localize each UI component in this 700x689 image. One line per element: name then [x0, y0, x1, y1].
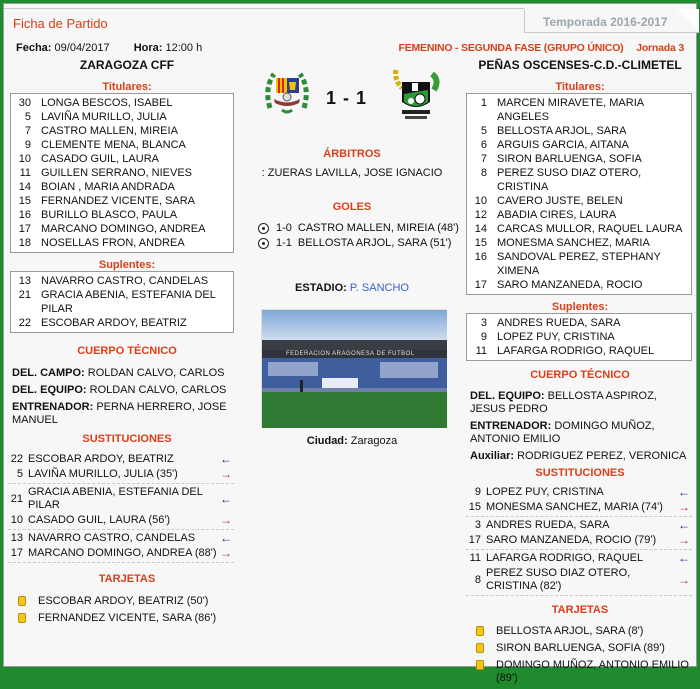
away-substitutions-list — [466, 485, 692, 596]
match-sheet — [3, 3, 697, 684]
staff-role: Auxiliar: — [470, 450, 515, 462]
home-substitutions-list — [8, 452, 234, 563]
goal-score: 1-1 — [276, 237, 292, 249]
referees-heading: ÁRBITROS — [323, 148, 381, 160]
player-number: 7 — [24, 125, 31, 137]
card-row — [476, 659, 690, 685]
home-subs-list — [10, 271, 234, 333]
staff-role: ENTRENADOR: — [12, 401, 94, 413]
staff-member — [12, 384, 242, 397]
player-number: 9 — [474, 486, 481, 498]
staff-role: DEL. CAMPO: — [12, 367, 85, 379]
player-number: 16 — [18, 209, 31, 221]
card-player: ESCOBAR ARDOY, BEATRIZ (50') — [38, 595, 209, 607]
page-fold-icon — [677, 9, 699, 31]
player-row[interactable] — [467, 222, 691, 236]
yellow-card-icon — [476, 626, 484, 636]
player-row[interactable] — [11, 274, 233, 288]
player-name: CASTRO MALLEN, MIREIA — [41, 125, 178, 137]
away-starters-heading: Titulares: — [555, 81, 605, 93]
substitution-row — [8, 452, 234, 467]
home-starters-list — [10, 93, 234, 253]
arrow-right-icon: → — [678, 572, 690, 587]
player-number: 15 — [474, 237, 487, 249]
home-staff-heading: CUERPO TÉCNICO — [77, 345, 177, 357]
player-name: SIRON BARLUENGA, SOFIA — [497, 153, 642, 165]
player-number: 11 — [19, 167, 31, 179]
player-name: CAVERO JUSTE, BELEN — [497, 195, 623, 207]
away-cards-list — [476, 625, 690, 685]
player-number: 11 — [475, 345, 487, 357]
player-name: GUILLEN SERRANO, NIEVES — [41, 167, 192, 179]
player-row[interactable] — [467, 316, 691, 330]
player-number: 8 — [474, 573, 481, 586]
home-substitutions-heading: SUSTITUCIONES — [82, 433, 172, 445]
player-name: BELLOSTA ARJOL, SARA — [497, 125, 627, 137]
match-score: 1 - 1 — [326, 88, 368, 108]
player-name: PEREZ SUSO DIAZ OTERO, CRISTINA — [497, 167, 642, 193]
referee-name: : ZUERAS LAVILLA, JOSE IGNACIO — [261, 167, 443, 179]
away-subs-list — [466, 313, 692, 361]
home-team-crest — [262, 68, 312, 118]
substitution-row — [466, 518, 692, 533]
player-name: ANDRES RUEDA, SARA — [486, 519, 610, 531]
player-row[interactable] — [467, 278, 691, 292]
player-number: 13 — [18, 275, 31, 287]
player-name: ABADIA CIRES, LAURA — [497, 209, 617, 221]
yellow-card-icon — [18, 596, 26, 606]
player-number: 3 — [480, 317, 487, 329]
player-name: BOIAN , MARIA ANDRADA — [41, 181, 175, 193]
player-number: 10 — [10, 514, 23, 526]
photo-banner-text: FEDERACION ARAGONESA DE FUTBOL — [286, 351, 415, 357]
player-number: 9 — [480, 331, 487, 343]
staff-name: RODRIGUEZ PEREZ, VERONICA — [517, 450, 687, 462]
player-name: NAVARRO CASTRO, CANDELAS — [41, 275, 209, 287]
player-name: CARCAS MULLOR, RAQUEL LAURA — [497, 223, 683, 235]
player-number: 17 — [10, 547, 23, 559]
away-team-crest — [392, 66, 440, 126]
arrow-left-icon: ← — [220, 531, 232, 545]
player-name: MARCANO DOMINGO, ANDREA (88') — [28, 547, 217, 559]
player-name: CASADO GUIL, LAURA — [41, 153, 159, 165]
player-number: 17 — [468, 534, 481, 546]
staff-member — [12, 367, 242, 380]
city-info — [254, 435, 450, 447]
stadium-link[interactable]: P. SANCHO — [349, 282, 409, 294]
player-number: 3 — [474, 519, 481, 531]
player-row[interactable] — [11, 124, 233, 138]
player-number: 22 — [18, 317, 31, 329]
player-name: MONESMA SANCHEZ, MARIA — [497, 237, 650, 249]
player-name: LAVIÑA MURILLO, JULIA (35') — [28, 468, 178, 480]
player-number: 14 — [18, 181, 31, 193]
home-column — [8, 58, 246, 629]
arrow-right-icon: → — [220, 467, 232, 481]
goals-list — [258, 221, 462, 251]
staff-member — [470, 420, 692, 446]
player-name: GRACIA ABENIA, ESTEFANIA DEL PILAR — [28, 486, 203, 511]
substitution-row — [8, 546, 234, 563]
city-name: Zaragoza — [350, 435, 398, 447]
player-row[interactable] — [11, 110, 233, 124]
player-row[interactable] — [467, 96, 691, 124]
player-number: 7 — [480, 153, 487, 165]
staff-role: ENTRENADOR: — [470, 420, 552, 432]
goal-scorer: CASTRO MALLEN, MIREIA (48') — [297, 222, 459, 234]
away-staff-heading: CUERPO TÉCNICO — [530, 369, 630, 381]
substitution-row — [8, 531, 234, 546]
player-number: 21 — [18, 289, 31, 301]
player-name: FERNANDEZ VICENTE, SARA — [41, 195, 196, 207]
player-number: 16 — [474, 251, 487, 263]
player-name: CLEMENTE MENA, BLANCA — [41, 139, 186, 151]
card-row — [476, 642, 690, 655]
arrow-left-icon: ← — [220, 452, 232, 466]
player-name: ANDRES RUEDA, SARA — [497, 317, 621, 329]
goal-row — [258, 236, 462, 251]
player-name: SARO MANZANEDA, ROCIO (79') — [486, 534, 657, 546]
player-number: 13 — [10, 532, 23, 544]
player-row[interactable] — [467, 236, 691, 250]
staff-name: BELLOSTA ASPIROZ, JESUS PEDRO — [470, 390, 657, 415]
player-name: LOPEZ PUY, CRISTINA — [486, 486, 604, 498]
card-row — [476, 625, 690, 638]
player-name: LAFARGA RODRIGO, RAQUEL — [497, 345, 655, 357]
player-name: ARGUIS GARCIA, AITANA — [497, 139, 629, 151]
arrow-left-icon: ← — [220, 491, 232, 506]
player-number: 17 — [474, 279, 487, 291]
competition-name: FEMENINO - SEGUNDA FASE (GRUPO ÚNICO) — [398, 42, 624, 54]
time-label: Hora: — [133, 42, 163, 54]
substitution-row — [8, 485, 234, 513]
player-name: MONESMA SANCHEZ, MARIA (74') — [486, 501, 663, 513]
player-row[interactable] — [467, 208, 691, 222]
away-team-name: PEÑAS OSCENSES-C.D.-CLIMETEL — [478, 58, 682, 72]
soccer-ball-icon — [258, 238, 269, 249]
card-player: BELLOSTA ARJOL, SARA (8') — [496, 625, 644, 637]
substitution-row — [466, 485, 692, 500]
goal-row — [258, 221, 462, 236]
season-label: Temporada 2016-2017 — [543, 15, 668, 29]
player-row[interactable] — [11, 180, 233, 194]
player-row[interactable] — [11, 208, 233, 222]
player-number: 1 — [480, 97, 487, 109]
card-player: DOMINGO MUÑOZ, ANTONIO EMILIO (89') — [496, 659, 689, 684]
player-row[interactable] — [11, 166, 233, 180]
soccer-ball-icon — [258, 223, 269, 234]
arrow-right-icon: → — [220, 513, 232, 527]
card-row — [18, 612, 238, 625]
card-player: SIRON BARLUENGA, SOFIA (89') — [496, 642, 665, 654]
player-name: LAVIÑA MURILLO, JULIA — [41, 111, 167, 123]
player-row[interactable] — [467, 250, 691, 278]
player-number: 22 — [10, 453, 23, 465]
player-name: MARCEN MIRAVETE, MARIA ANGELES — [497, 97, 644, 123]
player-name: ESCOBAR ARDOY, BEATRIZ — [41, 317, 187, 329]
substitution-row — [8, 467, 234, 484]
yellow-card-icon — [18, 613, 26, 623]
yellow-card-icon — [476, 643, 484, 653]
player-row[interactable] — [11, 236, 233, 250]
player-number: 9 — [24, 139, 31, 151]
player-number: 5 — [480, 125, 487, 137]
arrow-right-icon: → — [678, 500, 690, 514]
staff-member — [470, 450, 692, 463]
round-label: Jornada 3 — [636, 42, 684, 54]
match-date: 09/04/2017 — [54, 42, 110, 54]
match-meta — [16, 42, 202, 54]
staff-role: DEL. EQUIPO: — [470, 390, 545, 402]
player-number: 12 — [474, 209, 487, 221]
substitution-row — [8, 513, 234, 530]
arrow-right-icon: → — [220, 546, 232, 560]
away-cards-heading: TARJETAS — [551, 604, 609, 616]
yellow-card-icon — [476, 660, 484, 670]
stadium-photo — [261, 309, 446, 427]
player-number: 10 — [474, 195, 487, 207]
page-title: Ficha de Partido — [13, 16, 108, 31]
date-label: Fecha: — [16, 42, 52, 54]
substitution-row — [466, 566, 692, 596]
player-row[interactable] — [467, 330, 691, 344]
player-number: 21 — [10, 492, 23, 505]
player-row[interactable] — [467, 194, 691, 208]
divider — [4, 8, 524, 9]
player-row[interactable] — [11, 288, 233, 316]
player-number: 5 — [24, 111, 31, 123]
staff-name: ROLDAN CALVO, CARLOS — [89, 384, 227, 396]
card-player: FERNANDEZ VICENTE, SARA (86') — [38, 612, 217, 624]
goal-score: 1-0 — [276, 222, 292, 234]
stadium-info — [254, 282, 450, 294]
player-number: 10 — [18, 153, 31, 165]
player-name: BURILLO BLASCO, PAULA — [41, 209, 178, 221]
home-subs-heading: Suplentes: — [98, 259, 156, 271]
away-staff-list — [470, 390, 692, 463]
season-tab[interactable] — [524, 9, 699, 33]
staff-role: DEL. EQUIPO: — [12, 384, 87, 396]
player-name: NAVARRO CASTRO, CANDELAS — [28, 532, 196, 544]
city-label: Ciudad: — [306, 435, 348, 447]
player-number: 5 — [16, 468, 23, 480]
player-row[interactable] — [467, 124, 691, 138]
home-cards-list — [18, 595, 238, 625]
arrow-left-icon: ← — [678, 551, 690, 565]
player-row[interactable] — [11, 194, 233, 208]
substitution-row — [466, 500, 692, 517]
staff-member — [470, 390, 692, 416]
away-column — [466, 58, 694, 689]
stadium-label: ESTADIO: — [295, 282, 347, 294]
card-row — [18, 595, 238, 608]
player-name: GRACIA ABENIA, ESTEFANIA DEL PILAR — [41, 289, 216, 315]
player-name: LOPEZ PUY, CRISTINA — [497, 331, 615, 343]
player-row[interactable] — [467, 344, 691, 358]
arrow-left-icon: ← — [678, 485, 690, 499]
player-row[interactable] — [467, 166, 691, 194]
player-row[interactable] — [11, 316, 233, 330]
player-number: 8 — [480, 167, 487, 179]
player-name: LAFARGA RODRIGO, RAQUEL — [486, 552, 644, 564]
competition-info — [398, 42, 684, 54]
player-number: 15 — [468, 501, 481, 513]
arrow-left-icon: ← — [678, 518, 690, 532]
player-name: NOSELLAS FRON, ANDREA — [41, 237, 185, 249]
goals-heading: GOLES — [332, 201, 372, 213]
player-name: LONGA BESCOS, ISABEL — [41, 97, 173, 109]
player-row[interactable] — [11, 152, 233, 166]
player-number: 6 — [480, 139, 487, 151]
player-row[interactable] — [467, 152, 691, 166]
player-name: MARCANO DOMINGO, ANDREA — [41, 223, 206, 235]
away-substitutions-heading: SUSTITUCIONES — [535, 467, 625, 479]
player-name: SARO MANZANEDA, ROCIO — [497, 279, 643, 291]
staff-name: ROLDAN CALVO, CARLOS — [87, 367, 225, 379]
home-team-name: ZARAGOZA CFF — [79, 58, 175, 72]
arrow-right-icon: → — [678, 533, 690, 547]
staff-name: PERNA HERRERO, JOSE MANUEL — [12, 401, 227, 426]
player-number: 11 — [469, 552, 481, 564]
player-number: 30 — [18, 97, 31, 109]
staff-name: DOMINGO MUÑOZ, ANTONIO EMILIO — [470, 420, 655, 445]
staff-member — [12, 401, 242, 427]
substitution-row — [466, 533, 692, 550]
player-row[interactable] — [11, 222, 233, 236]
player-name: PEREZ SUSO DIAZ OTERO, CRISTINA (82') — [486, 567, 631, 592]
player-number: 17 — [18, 223, 31, 235]
substitution-row — [466, 551, 692, 566]
player-number: 15 — [18, 195, 31, 207]
match-time: 12:00 h — [165, 42, 203, 54]
player-number: 14 — [474, 223, 487, 235]
home-staff-list — [12, 367, 242, 427]
player-number: 18 — [18, 237, 31, 249]
player-name: ESCOBAR ARDOY, BEATRIZ — [28, 453, 174, 465]
home-cards-heading: TARJETAS — [98, 573, 156, 585]
player-row[interactable] — [11, 138, 233, 152]
goal-scorer: BELLOSTA ARJOL, SARA (51') — [297, 237, 452, 249]
away-subs-heading: Suplentes: — [551, 301, 609, 313]
player-name: SANDOVAL PEREZ, STEPHANY XIMENA — [497, 251, 661, 277]
away-starters-list — [466, 93, 692, 295]
home-starters-heading: Titulares: — [102, 81, 152, 93]
player-name: CASADO GUIL, LAURA (56') — [28, 514, 171, 526]
player-row[interactable] — [11, 96, 233, 110]
player-row[interactable] — [467, 138, 691, 152]
